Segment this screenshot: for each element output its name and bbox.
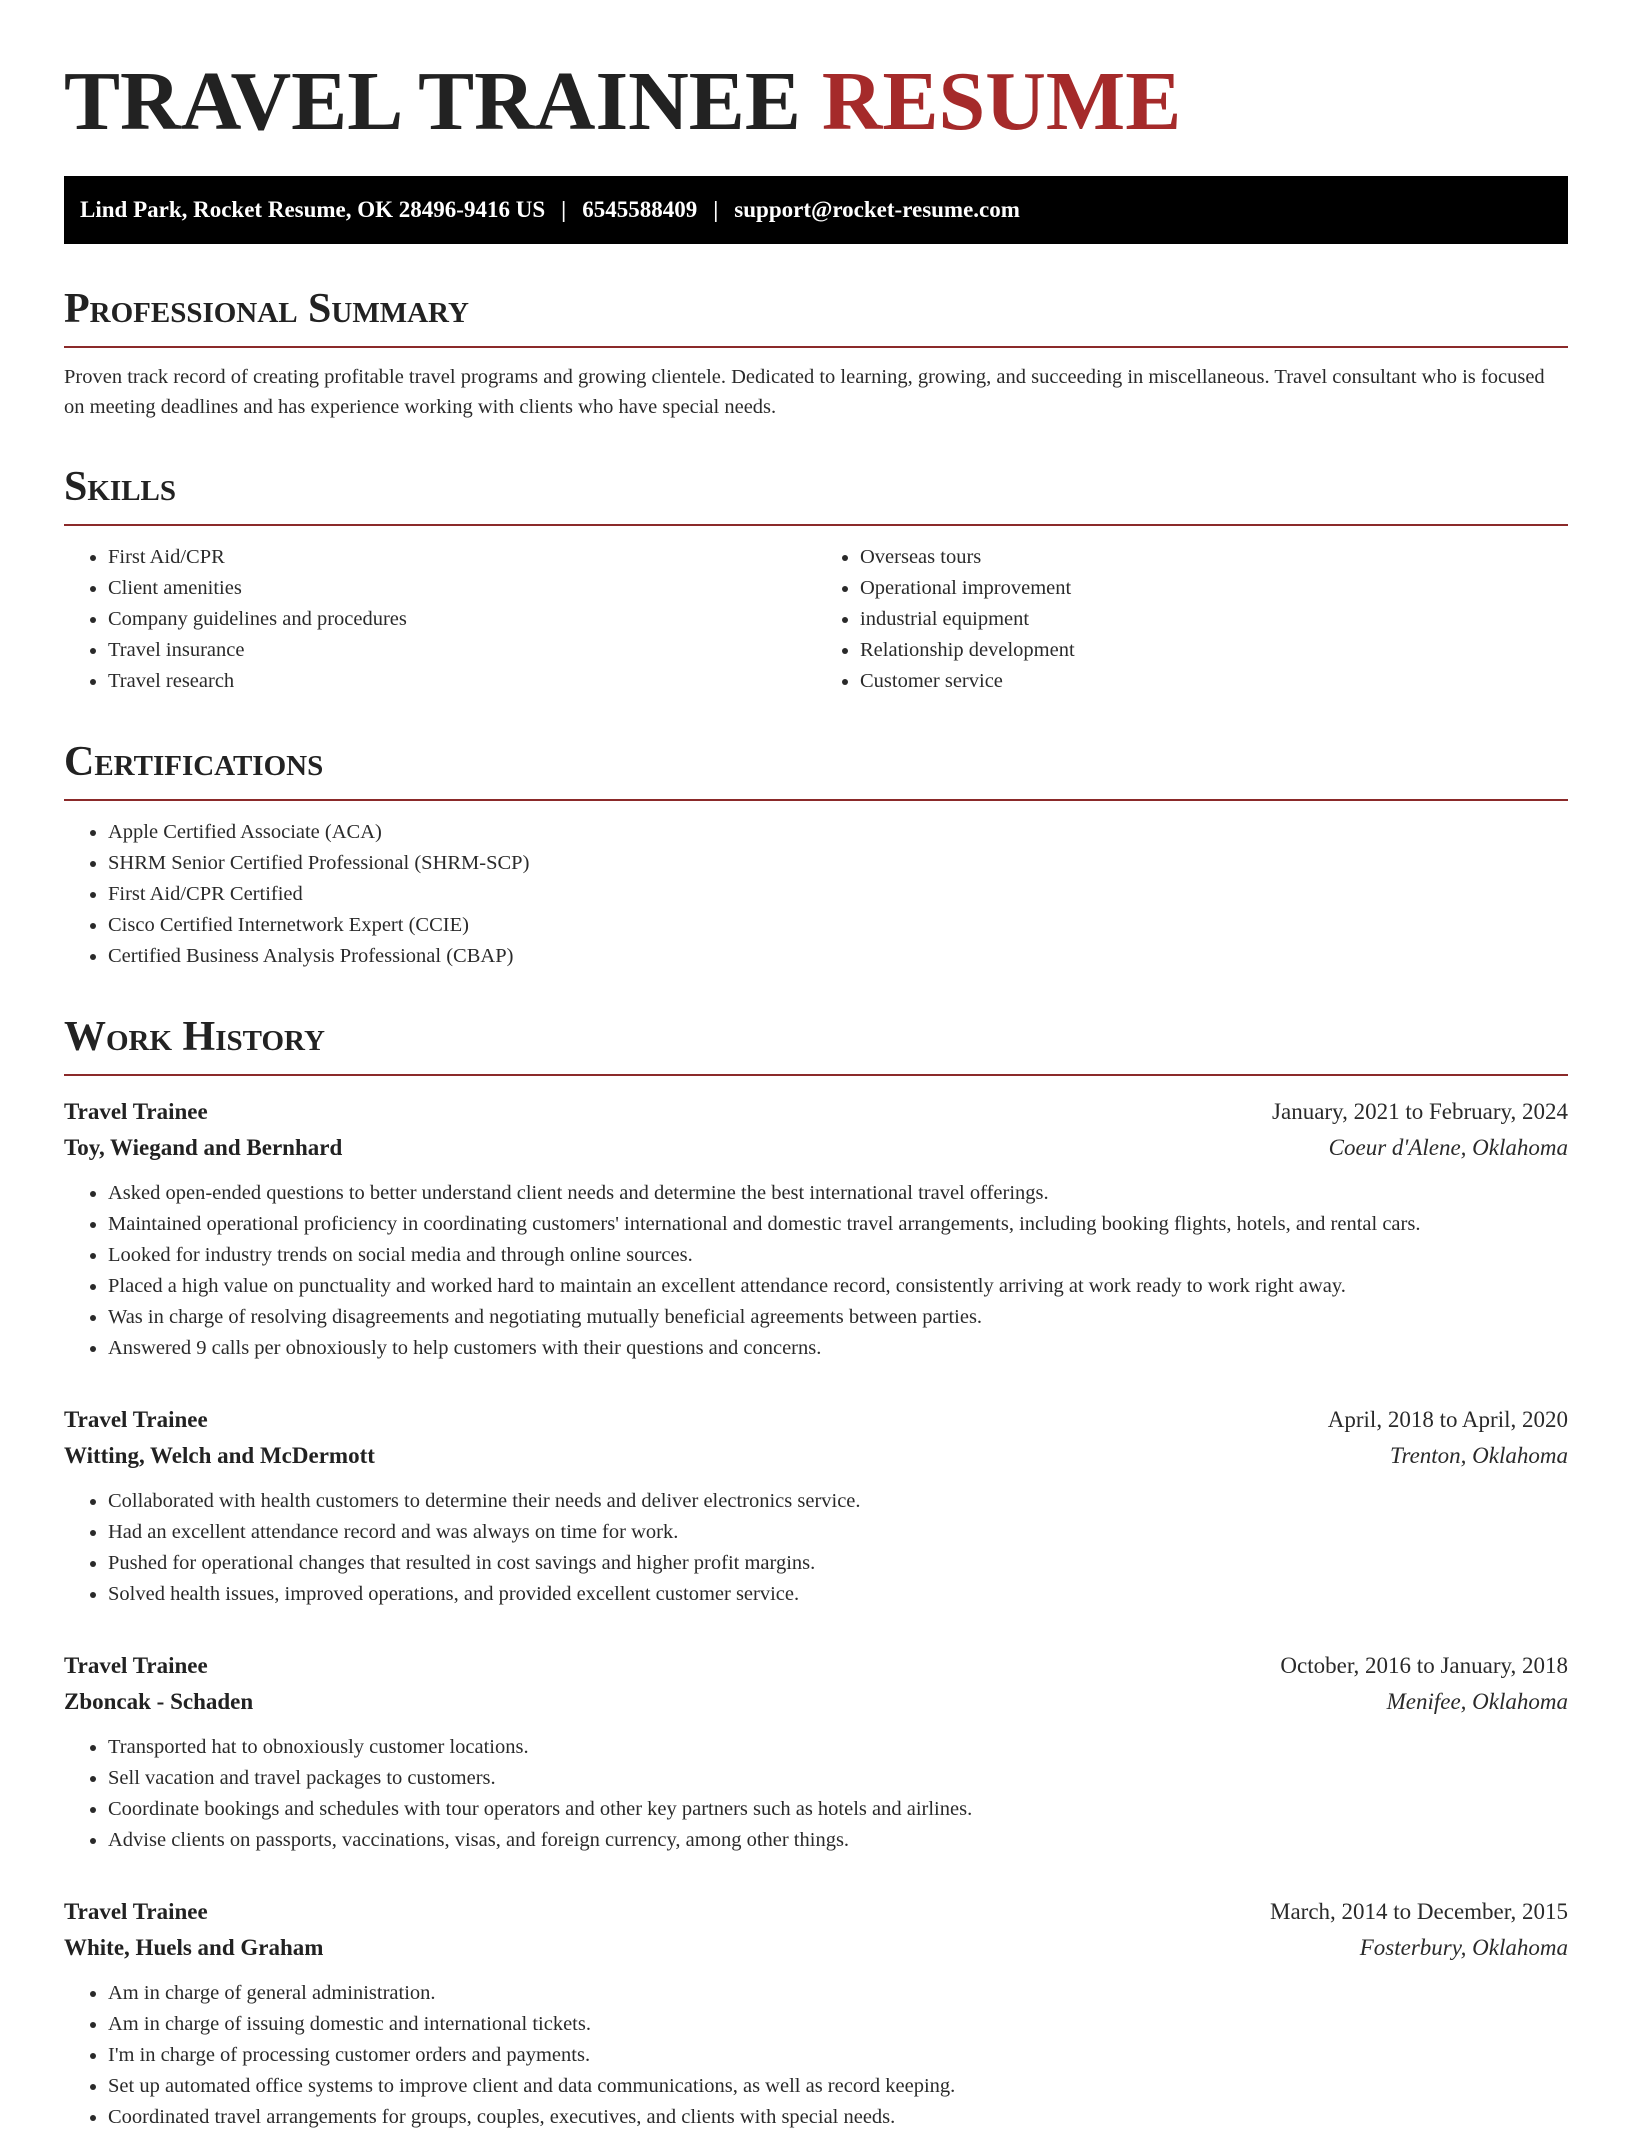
job-bullet: • Am in charge of issuing domestic and international tickets. — [108, 2009, 1568, 2040]
job-location: Menifee, Oklahoma — [1386, 1689, 1568, 1714]
skill-item: • First Aid/CPR — [108, 542, 816, 573]
certifications-section — [64, 737, 1568, 972]
job-dates: March, 2014 to December, 2015 — [1270, 1899, 1568, 1924]
job-bullet: • Coordinated travel arrangements for groups, couples, executives, and clients with special needs. — [108, 2102, 1568, 2133]
title-accent: RESUME — [821, 55, 1182, 148]
title-main: TRAVEL TRAINEE — [64, 55, 801, 148]
work-history-section — [64, 1012, 1568, 2133]
job-dates: April, 2018 to April, 2020 — [1327, 1407, 1568, 1432]
skill-item: • Travel insurance — [108, 635, 816, 666]
summary-heading: Professional Summary — [64, 284, 1568, 348]
skill-item: • Overseas tours — [860, 542, 1568, 573]
job-bullet: • Transported hat to obnoxiously customer locations. — [108, 1732, 1568, 1763]
job-bullet: • Advise clients on passports, vaccinations, visas, and foreign currency, among other things. — [108, 1825, 1568, 1856]
certification-item: • Apple Certified Associate (ACA) — [108, 817, 1568, 848]
skill-item: • Company guidelines and procedures — [108, 604, 816, 635]
job-bullet: • Was in charge of resolving disagreements and negotiating mutually beneficial agreements between parties. — [108, 1302, 1568, 1333]
job-bullet: • Answered 9 calls per obnoxiously to help customers with their questions and concerns. — [108, 1333, 1568, 1364]
job-company: White, Huels and Graham — [64, 1935, 324, 1960]
certification-item: • Cisco Certified Internetwork Expert (CCIE) — [108, 910, 1568, 941]
job-title: Travel Trainee — [64, 1099, 208, 1124]
job-bullet: • Sell vacation and travel packages to customers. — [108, 1763, 1568, 1794]
contact-email: support@rocket-resume.com — [734, 197, 1020, 222]
job-company: Zboncak - Schaden — [64, 1689, 254, 1714]
certification-item: • First Aid/CPR Certified — [108, 879, 1568, 910]
job-bullet: • Had an excellent attendance record and was always on time for work. — [108, 1517, 1568, 1548]
skills-section — [64, 462, 1568, 697]
job-dates: October, 2016 to January, 2018 — [1280, 1653, 1568, 1678]
job-entry — [64, 1894, 1568, 2133]
job-location: Trenton, Oklahoma — [1389, 1443, 1568, 1468]
skills-heading: Skills — [64, 462, 1568, 526]
job-bullet: • Pushed for operational changes that resulted in cost savings and higher profit margins. — [108, 1548, 1568, 1579]
skills-grid — [64, 526, 1568, 697]
job-bullet: • Maintained operational proficiency in coordinating customers' international and domestic travel arrangements, including booking flights, hotels, and rental cars. — [108, 1209, 1568, 1240]
skills-list-left — [64, 542, 816, 697]
job-title: Travel Trainee — [64, 1653, 208, 1678]
job-bullets — [64, 1978, 1568, 2133]
job-bullet: • Looked for industry trends on social media and through online sources. — [108, 1240, 1568, 1271]
job-bullets — [64, 1486, 1568, 1610]
contact-separator: | — [561, 197, 567, 222]
job-bullet: • Solved health issues, improved operations, and provided excellent customer service. — [108, 1579, 1568, 1610]
work-history-heading: Work History — [64, 1012, 1568, 1076]
job-bullet: • Asked open-ended questions to better understand client needs and determine the best international travel offerings. — [108, 1178, 1568, 1209]
job-location: Coeur d'Alene, Oklahoma — [1328, 1135, 1568, 1160]
job-bullets — [64, 1732, 1568, 1856]
job-bullets — [64, 1178, 1568, 1364]
job-bullet: • Collaborated with health customers to determine their needs and deliver electronics service. — [108, 1486, 1568, 1517]
job-title: Travel Trainee — [64, 1899, 208, 1924]
summary-section — [64, 284, 1568, 422]
skills-list-right — [816, 542, 1568, 697]
contact-separator: | — [713, 197, 719, 222]
contact-address: Lind Park, Rocket Resume, OK 28496-9416 US — [80, 197, 546, 222]
job-location: Fosterbury, Oklahoma — [1359, 1935, 1568, 1960]
certification-item: • Certified Business Analysis Professional (CBAP) — [108, 941, 1568, 972]
job-bullet: • Am in charge of general administration. — [108, 1978, 1568, 2009]
job-title: Travel Trainee — [64, 1407, 208, 1432]
job-entry — [64, 1648, 1568, 1856]
resume-title — [64, 52, 1568, 152]
job-bullet: • Set up automated office systems to improve client and data communications, as well as record keeping. — [108, 2071, 1568, 2102]
job-bullet: • I'm in charge of processing customer orders and payments. — [108, 2040, 1568, 2071]
contact-phone: 6545588409 — [582, 197, 698, 222]
skill-item: • Operational improvement — [860, 573, 1568, 604]
job-bullet: • Coordinate bookings and schedules with tour operators and other key partners such as hotels and airlines. — [108, 1794, 1568, 1825]
job-entry — [64, 1402, 1568, 1610]
summary-text: Proven track record of creating profitable travel programs and growing clientele. Dedicated to learning, growing, and succeeding in miscellaneous. Travel consultant who is focused on meeting deadlines and has experience working with clients who have special needs. — [64, 366, 1545, 418]
skill-item: • Customer service — [860, 666, 1568, 697]
job-bullet: • Placed a high value on punctuality and worked hard to maintain an excellent attendance record, consistently arriving at work ready to work right away. — [108, 1271, 1568, 1302]
job-company: Toy, Wiegand and Bernhard — [64, 1135, 343, 1160]
job-entry — [64, 1094, 1568, 1364]
certifications-heading: Certifications — [64, 737, 1568, 801]
skill-item: • Relationship development — [860, 635, 1568, 666]
skill-item: • Travel research — [108, 666, 816, 697]
certification-item: • SHRM Senior Certified Professional (SHRM-SCP) — [108, 848, 1568, 879]
job-dates: January, 2021 to February, 2024 — [1272, 1099, 1568, 1124]
contact-bar — [64, 176, 1568, 244]
certifications-list — [64, 817, 1568, 972]
skill-item: • Client amenities — [108, 573, 816, 604]
job-company: Witting, Welch and McDermott — [64, 1443, 375, 1468]
skill-item: • industrial equipment — [860, 604, 1568, 635]
